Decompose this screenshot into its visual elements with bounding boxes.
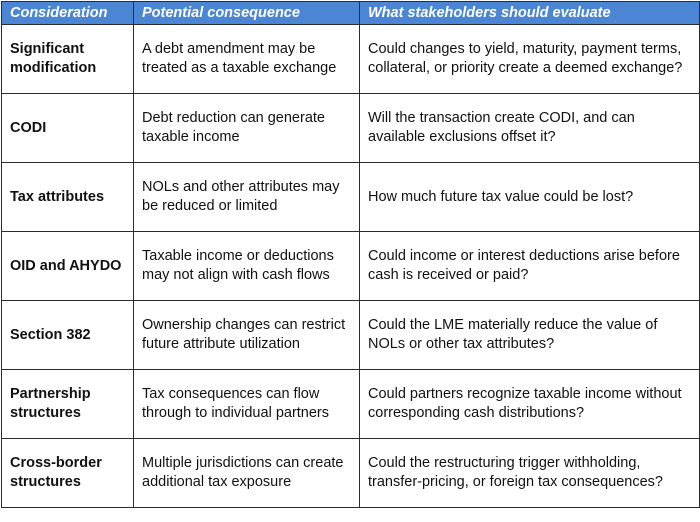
consequence-cell: Tax consequences can flow through to individual partners <box>134 370 360 439</box>
consideration-cell: Tax attributes <box>2 163 134 232</box>
evaluate-cell: Could changes to yield, maturity, payment terms, collateral, or priority create a deemed exchange? <box>360 25 700 94</box>
evaluate-cell: Will the transaction create CODI, and can available exclusions offset it? <box>360 94 700 163</box>
evaluate-cell: Could income or interest deductions arise before cash is received or paid? <box>360 232 700 301</box>
table-row <box>2 232 700 301</box>
consequence-cell: Multiple jurisdictions can create additional tax exposure <box>134 439 360 508</box>
header-potential-consequence: Potential consequence <box>134 2 360 25</box>
evaluate-cell: How much future tax value could be lost? <box>360 163 700 232</box>
table-row <box>2 439 700 508</box>
consequence-cell: Debt reduction can generate taxable income <box>134 94 360 163</box>
table-header <box>2 2 700 25</box>
table-row <box>2 25 700 94</box>
table-row <box>2 301 700 370</box>
table-row <box>2 94 700 163</box>
consequence-cell: Taxable income or deductions may not align with cash flows <box>134 232 360 301</box>
consequence-cell: A debt amendment may be treated as a taxable exchange <box>134 25 360 94</box>
evaluate-cell: Could the LME materially reduce the value of NOLs or other tax attributes? <box>360 301 700 370</box>
consideration-cell: Section 382 <box>2 301 134 370</box>
table-row <box>2 163 700 232</box>
tax-considerations-table <box>1 1 700 508</box>
evaluate-cell: Could partners recognize taxable income without corresponding cash distributions? <box>360 370 700 439</box>
header-consideration: Consideration <box>2 2 134 25</box>
header-stakeholder-evaluation: What stakeholders should evaluate <box>360 2 700 25</box>
table-body <box>2 25 700 508</box>
consideration-cell: CODI <box>2 94 134 163</box>
consideration-cell: Cross-border structures <box>2 439 134 508</box>
consideration-cell: OID and AHYDO <box>2 232 134 301</box>
consideration-cell: Partnership structures <box>2 370 134 439</box>
consequence-cell: NOLs and other attributes may be reduced or limited <box>134 163 360 232</box>
evaluate-cell: Could the restructuring trigger withholding, transfer-pricing, or foreign tax consequences? <box>360 439 700 508</box>
table-row <box>2 370 700 439</box>
header-row <box>2 2 700 25</box>
consideration-cell: Significant modification <box>2 25 134 94</box>
consequence-cell: Ownership changes can restrict future attribute utilization <box>134 301 360 370</box>
